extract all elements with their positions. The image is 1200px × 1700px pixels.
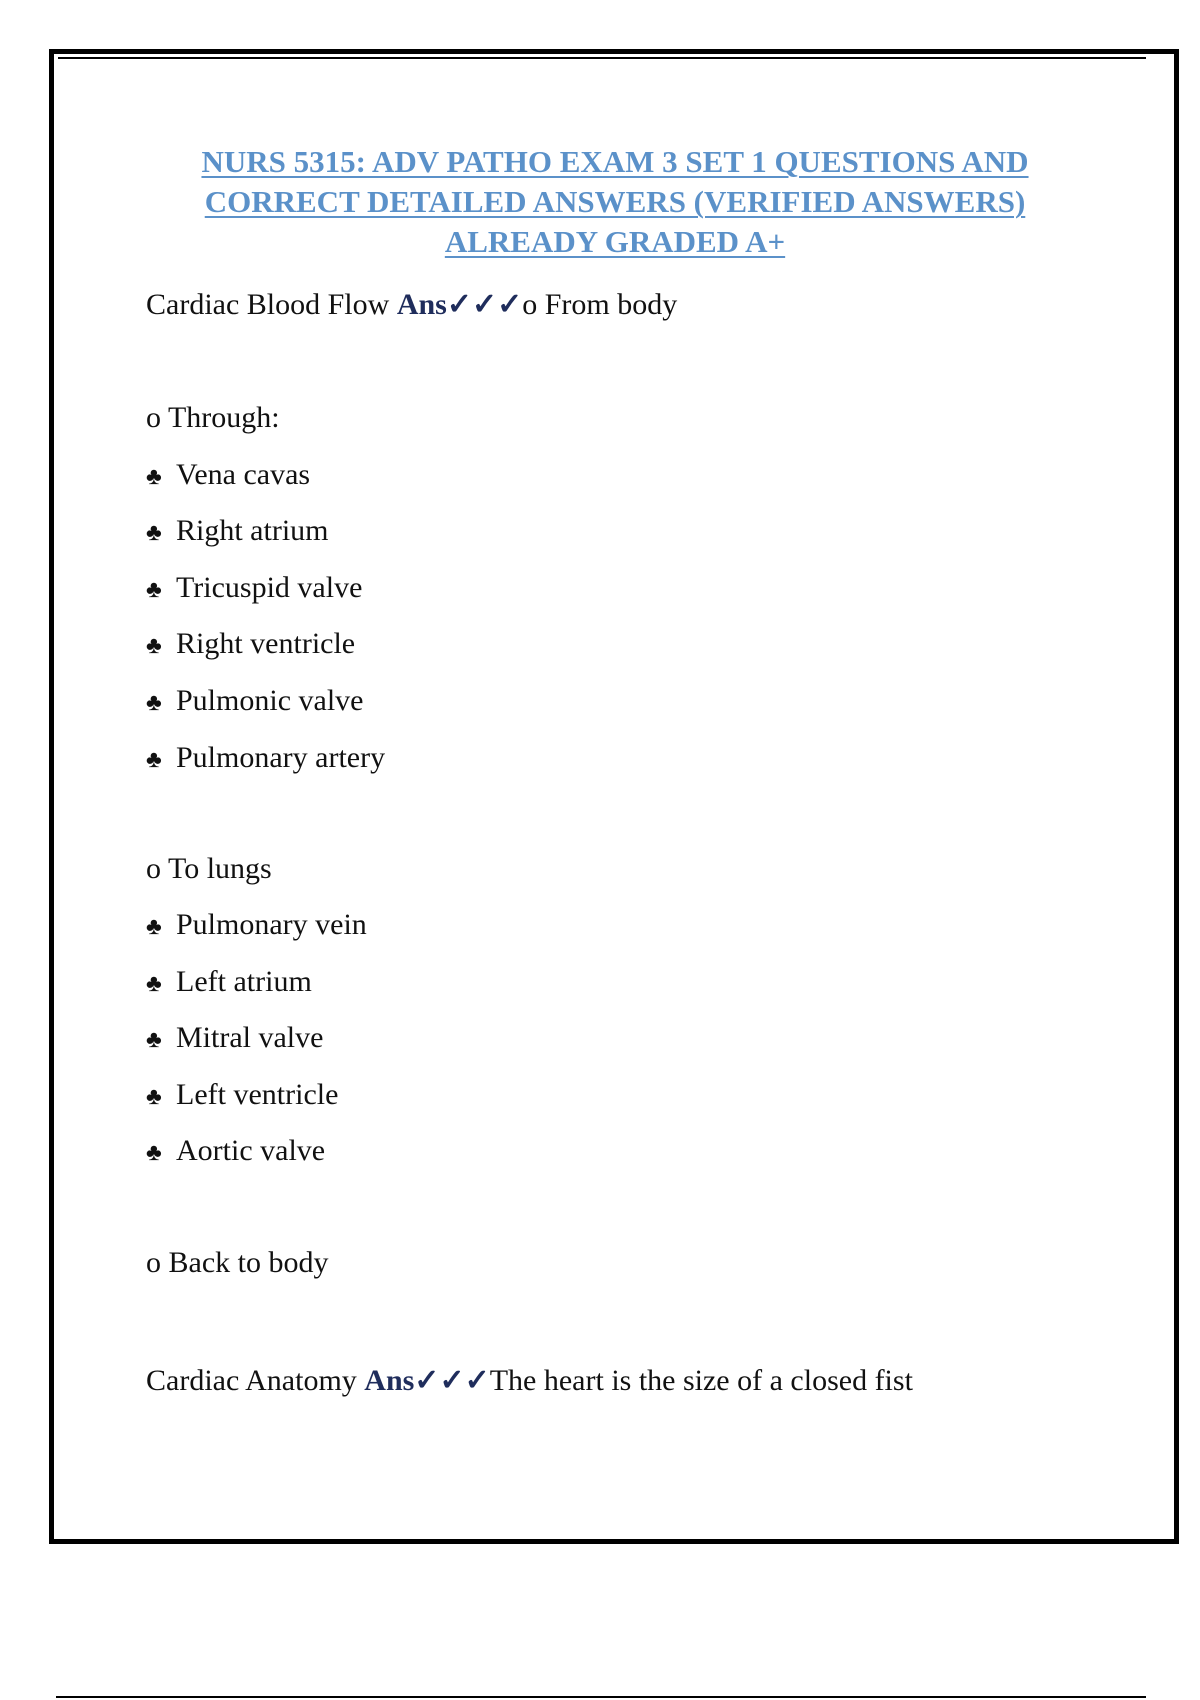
list-item: ♣ Aortic valve: [146, 1133, 325, 1171]
club-bullet-icon: ♣: [146, 464, 162, 490]
club-bullet-icon: ♣: [146, 577, 162, 603]
list-item: ♣ Mitral valve: [146, 1020, 323, 1058]
club-bullet-icon: ♣: [146, 1027, 162, 1053]
club-bullet-icon: ♣: [146, 690, 162, 716]
back-heading: o Back to body: [146, 1246, 329, 1279]
lungs-heading: o To lungs: [146, 852, 272, 885]
document-title: [150, 142, 1080, 262]
list-item: ♣ Vena cavas: [146, 457, 310, 495]
club-bullet-icon: ♣: [146, 971, 162, 997]
list-item: ♣ Left atrium: [146, 964, 312, 1002]
list-item: ♣ Left ventricle: [146, 1077, 338, 1115]
question-1-line: [146, 287, 677, 323]
club-bullet-icon: ♣: [146, 1140, 162, 1166]
page-border-frame: [49, 49, 1179, 1544]
list-item: ♣ Right ventricle: [146, 626, 355, 664]
list-item: ♣ Right atrium: [146, 513, 329, 551]
through-heading: o Through:: [146, 401, 280, 434]
question-2-text: Cardiac Anatomy: [146, 1364, 365, 1397]
club-bullet-icon: ♣: [146, 520, 162, 546]
question-2-line: [146, 1363, 913, 1399]
list-item: ♣ Tricuspid valve: [146, 570, 362, 608]
bottom-rule: [56, 1696, 1146, 1698]
title-line-2: CORRECT DETAILED ANSWERS (VERIFIED ANSWERS): [204, 184, 1026, 219]
club-bullet-icon: ♣: [146, 633, 162, 659]
club-bullet-icon: ♣: [146, 747, 162, 773]
club-bullet-icon: ♣: [146, 1084, 162, 1110]
list-item: ♣ Pulmonary artery: [146, 740, 385, 778]
answer-marker: Ans✓✓✓: [396, 288, 523, 321]
question-1-text: Cardiac Blood Flow: [146, 288, 397, 321]
title-line-3: ALREADY GRADED A+: [444, 224, 786, 259]
answer-2-text: The heart is the size of a closed fist: [489, 1364, 913, 1397]
list-item: ♣ Pulmonary vein: [146, 907, 367, 945]
answer-1-start: o From body: [522, 288, 678, 321]
answer-marker: Ans✓✓✓: [364, 1364, 490, 1397]
title-line-1: NURS 5315: ADV PATHO EXAM 3 SET 1 QUESTIONS AND: [201, 144, 1029, 179]
club-bullet-icon: ♣: [146, 914, 162, 940]
list-item: ♣ Pulmonic valve: [146, 683, 363, 721]
top-rule: [58, 57, 1146, 59]
